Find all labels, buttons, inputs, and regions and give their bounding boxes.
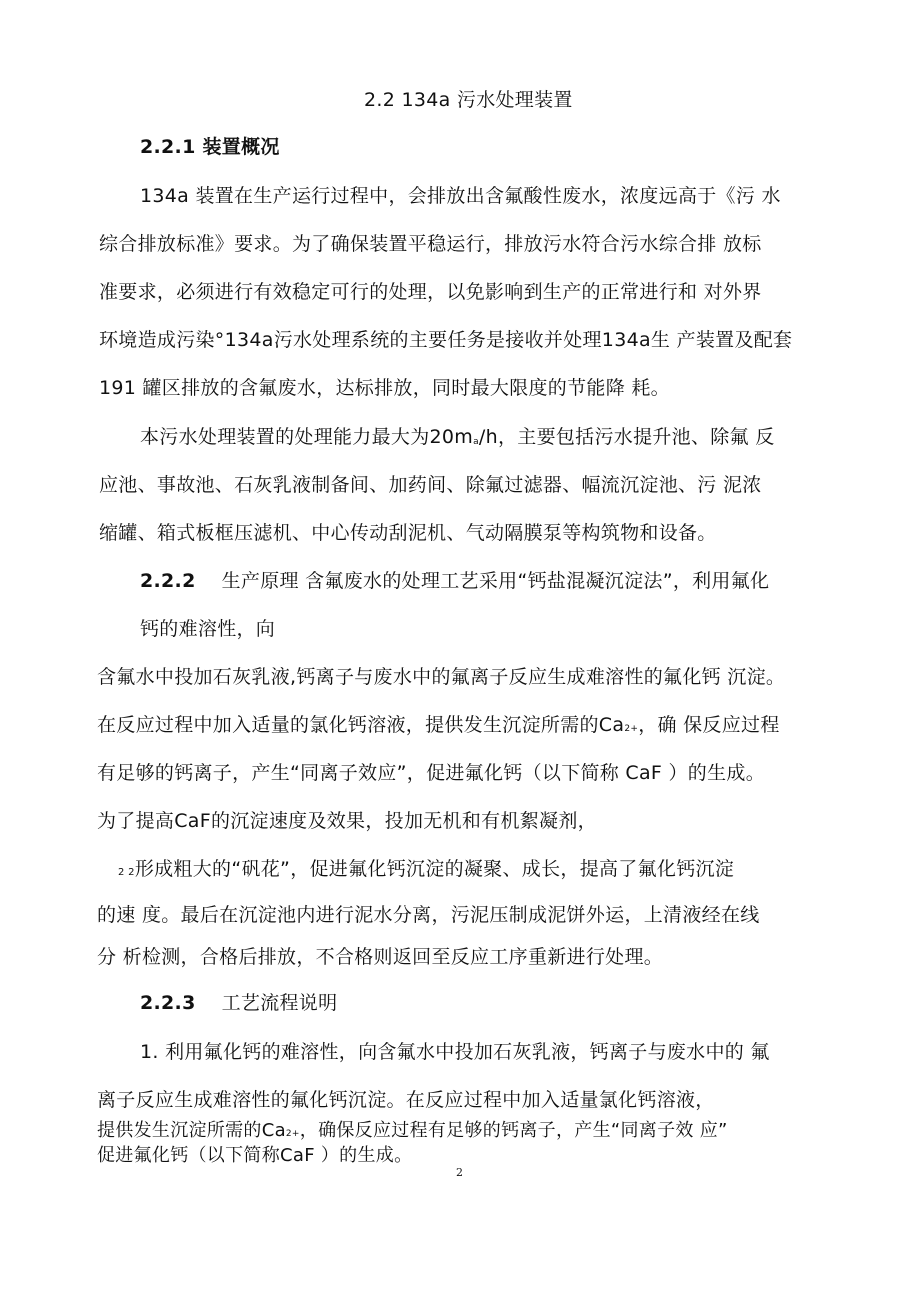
section-title: 2.2 134a 污水处理装置 [364,89,573,111]
paragraph-line: 含氟水中投加石灰乳液,钙离子与废水中的氟离子反应生成难溶性的氟化钙 沉淀。 [97,666,786,688]
list-item-line: 1. 利用氟化钙的难溶性，向含氟水中投加石灰乳液，钙离子与废水中的 氟 [140,1041,770,1063]
paragraph-line: 缩罐、箱式板框压滤机、中心传动刮泥机、气动隔膜泵等构筑物和设备。 [99,522,717,544]
paragraph-line: 的速 度。最后在沉淀池内进行泥水分离，污泥压制成泥饼外运，上清液经在线 [97,904,760,926]
paragraph-line: 离子反应生成难溶性的氟化钙沉淀。在反应过程中加入适量氯化钙溶液， [97,1089,715,1111]
paragraph-line [118,857,734,885]
heading-2-2-3 [140,991,337,1015]
page-number: 2 [456,1166,463,1179]
stray-subscript: 2 2 [118,867,135,878]
paragraph-line: 钙的难溶性，向 [140,618,276,640]
heading-text: 生产原理 含氟废水的处理工艺采用“钙盐混凝沉淀法”，利用氟化 [221,570,770,592]
heading-text: 工艺流程说明 [221,992,338,1014]
text-run: 提供发生沉淀所需的Ca [97,1120,286,1141]
text-run: /h，主要包括污水提升池、除氟 反 [478,426,775,448]
heading-2-2-1: 2.2.1 装置概况 [140,136,280,158]
subscript: a [473,437,479,447]
text-run: ，确 保反应过程 [638,714,780,736]
paragraph-line [97,713,780,741]
text-run: 本污水处理装置的处理能力最大为20m [140,426,474,448]
paragraph-line: 综合排放标准》要求。为了确保装置平稳运行，排放污水符合污水综合排 放标 [99,233,762,255]
text-run: ，确保反应过程有足够的钙离子，产生“同离子效 应” [299,1120,728,1141]
paragraph-line: 环境造成污染°134a污水处理系统的主要任务是接收并处理134a生 产装置及配套 [99,329,793,351]
paragraph-line: 191 罐区排放的含氟废水，达标排放，同时最大限度的节能降 耗。 [99,377,670,399]
paragraph-line: 134a 装置在生产运行过程中，会排放出含氟酸性废水，浓度远高于《污 水 [140,185,781,207]
text-run: 在反应过程中加入适量的氯化钙溶液，提供发生沉淀所需的Ca [97,714,625,736]
heading-number: 2.2.3 [140,992,196,1014]
paragraph-line [97,1119,728,1146]
paragraph-line: 促进氟化钙（以下简称CaF ）的生成。 [97,1145,413,1166]
paragraph-line: 分 析检测，合格后排放，不合格则返回至反应工序重新进行处理。 [97,946,664,968]
paragraph-line: 有足够的钙离子，产生“同离子效应”，促进氟化钙（以下简称 CaF ）的生成。 [97,762,766,784]
paragraph-line: 应池、事故池、石灰乳液制备间、加药间、除氟过滤器、幅流沉淀池、污 泥浓 [99,474,762,496]
text-run: 形成粗大的“矾花”，促进氟化钙沉淀的凝聚、成长，提高了氟化钙沉淀 [134,858,735,880]
paragraph-line: 为了提高CaF的沉淀速度及效果，投加无机和有机絮凝剂， [97,810,597,832]
paragraph-line [140,425,775,454]
heading-number: 2.2.2 [140,570,196,592]
superscript: 2+ [285,1129,300,1139]
superscript: 2+ [624,724,639,734]
paragraph-line: 准要求，必须进行有效稳定可行的处理，以免影响到生产的正常进行和 对外界 [99,281,762,303]
heading-2-2-2 [140,569,769,593]
